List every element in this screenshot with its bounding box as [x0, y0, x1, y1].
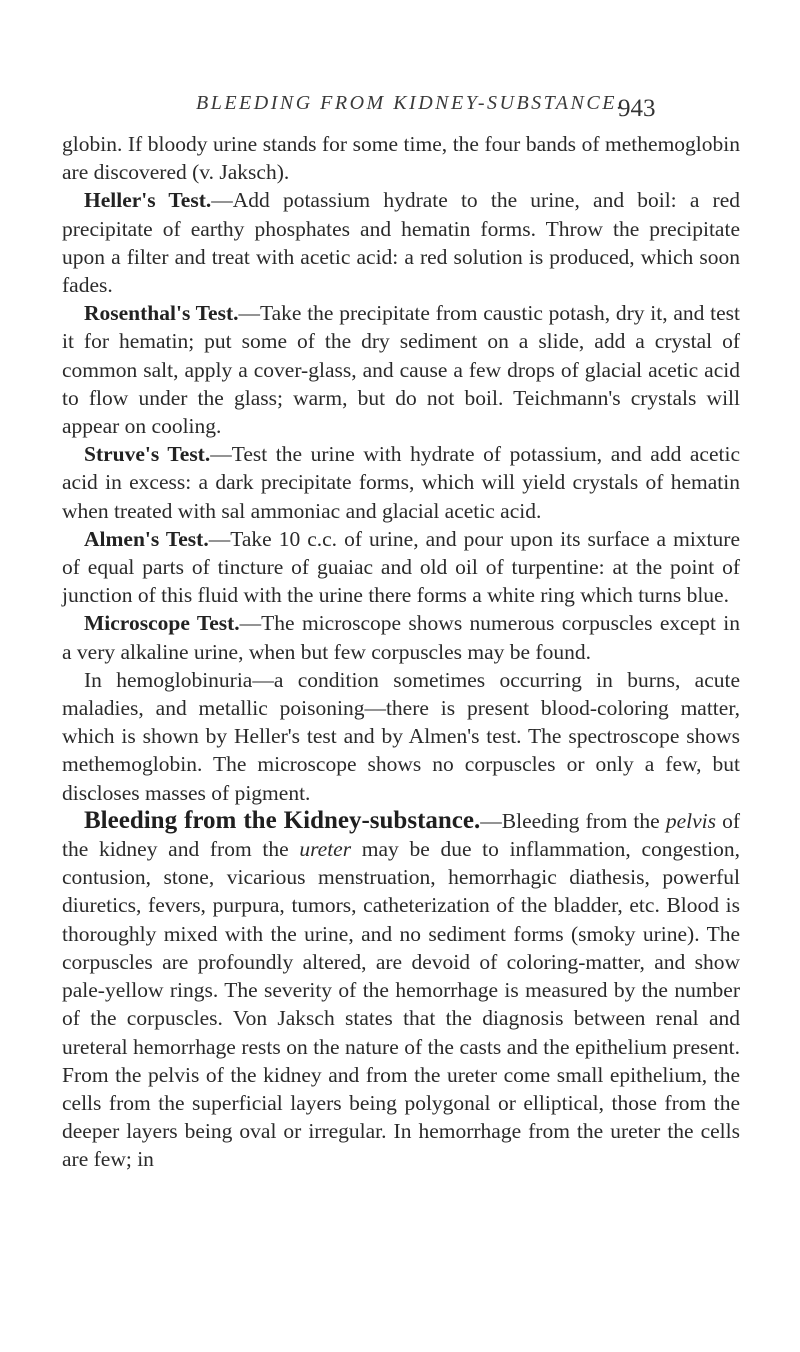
page-number: 943: [618, 95, 656, 122]
paragraph-continuation: [62, 130, 740, 186]
section-heading: Bleeding from the Kidney-substance.: [84, 806, 481, 834]
paragraph-text: —Test the urine with hydrate of potassium, and add acetic acid in excess: a dark precipitate forms, which will yield crystals of hematin when treated with sal ammoniac and glacial acetic acid.: [62, 442, 740, 523]
paragraph-heading: Struve's Test.: [84, 442, 211, 467]
paragraph-text: —Add potassium hydrate to the urine, and boil: a red precipitate of earthy phosphates and hematin forms. Throw the precipitate upon a filter and treat with acetic acid: a red solution is produced, which soon fades.: [62, 188, 741, 298]
paragraph-almens-test: [62, 525, 740, 610]
paragraph-heading: Microscope Test.: [84, 611, 240, 636]
paragraph-heading: Heller's Test.: [84, 188, 212, 213]
body-text: [62, 130, 740, 1174]
paragraph-text: In hemoglobinuria—a condition sometimes occurring in burns, acute maladies, and metallic poisoning—there is present blood-coloring matter, which is shown by Heller's test and by Almen's test. The spectroscope shows methemoglobin. The microscope shows no corpuscles or only a few, but discloses masses of pigment.: [62, 667, 740, 805]
italic-term: pelvis: [665, 808, 716, 833]
section-text: —Bleeding from the: [480, 808, 666, 833]
paragraph-text: —The microscope shows numerous corpuscles except in a very alkaline urine, when but few corpuscles may be found.: [62, 611, 741, 664]
paragraph-microscope-test: [62, 609, 740, 665]
section-text: may be due to inflammation, congestion, contusion, stone, vicarious menstruation, hemorrhagic diathesis, powerful diuretics, fevers, purpura, tumors, catheterization of the bladder, etc. Blood is thoroughly mixed with the urine, and no sediment forms (smoky urine). The corpuscles are profoundly altered, are devoid of coloring-matter, and show pale-yellow rings. The severity of the hemorrhage is measured by the number of the corpuscles. Von Jaksch states that the diagnosis between renal and ureteral hemorrhage rests on the nature of the casts and the epithelium present. From the pelvis of the kidney and from the ureter come small epithelium, the cells from the superficial layers being polygonal or elliptical, those from the deeper layers being oval or irregular. In hemorrhage from the ureter the cells are few; in: [62, 837, 741, 1172]
paragraph-text: —Take the precipitate from caustic potash, dry it, and test it for hematin; put some of the dry sediment on a slide, add a crystal of common salt, apply a cover-glass, and cause a few drops of glacial acetic acid to flow under the glass; warm, but do not boil. Teichmann's crystals will appear on cooling.: [62, 301, 740, 439]
section-text: of the kidney and from the: [62, 808, 741, 862]
paragraph-hemoglobinuria: [62, 666, 740, 807]
paragraph-hellers-test: [62, 186, 740, 299]
paragraph-heading: Rosenthal's Test.: [84, 301, 239, 326]
paragraph-struves-test: [62, 440, 740, 525]
paragraph-text: globin. If bloody urine stands for some time, the four bands of methemoglobin are discovered (v. Jaksch).: [62, 132, 740, 185]
paragraph-heading: Almen's Test.: [84, 526, 209, 551]
running-head: BLEEDING FROM KIDNEY-SUBSTANCE.: [196, 92, 625, 114]
paragraph-rosenthals-test: [62, 299, 740, 440]
italic-term: ureter: [299, 837, 352, 862]
section-kidney-substance: [62, 807, 740, 1174]
paragraph-text: —Take 10 c.c. of urine, and pour upon its surface a mixture of equal parts of tincture of guaiac and old oil of turpentine: at the point of junction of this fluid with the urine there forms a white ring which turns blue.: [62, 526, 740, 608]
